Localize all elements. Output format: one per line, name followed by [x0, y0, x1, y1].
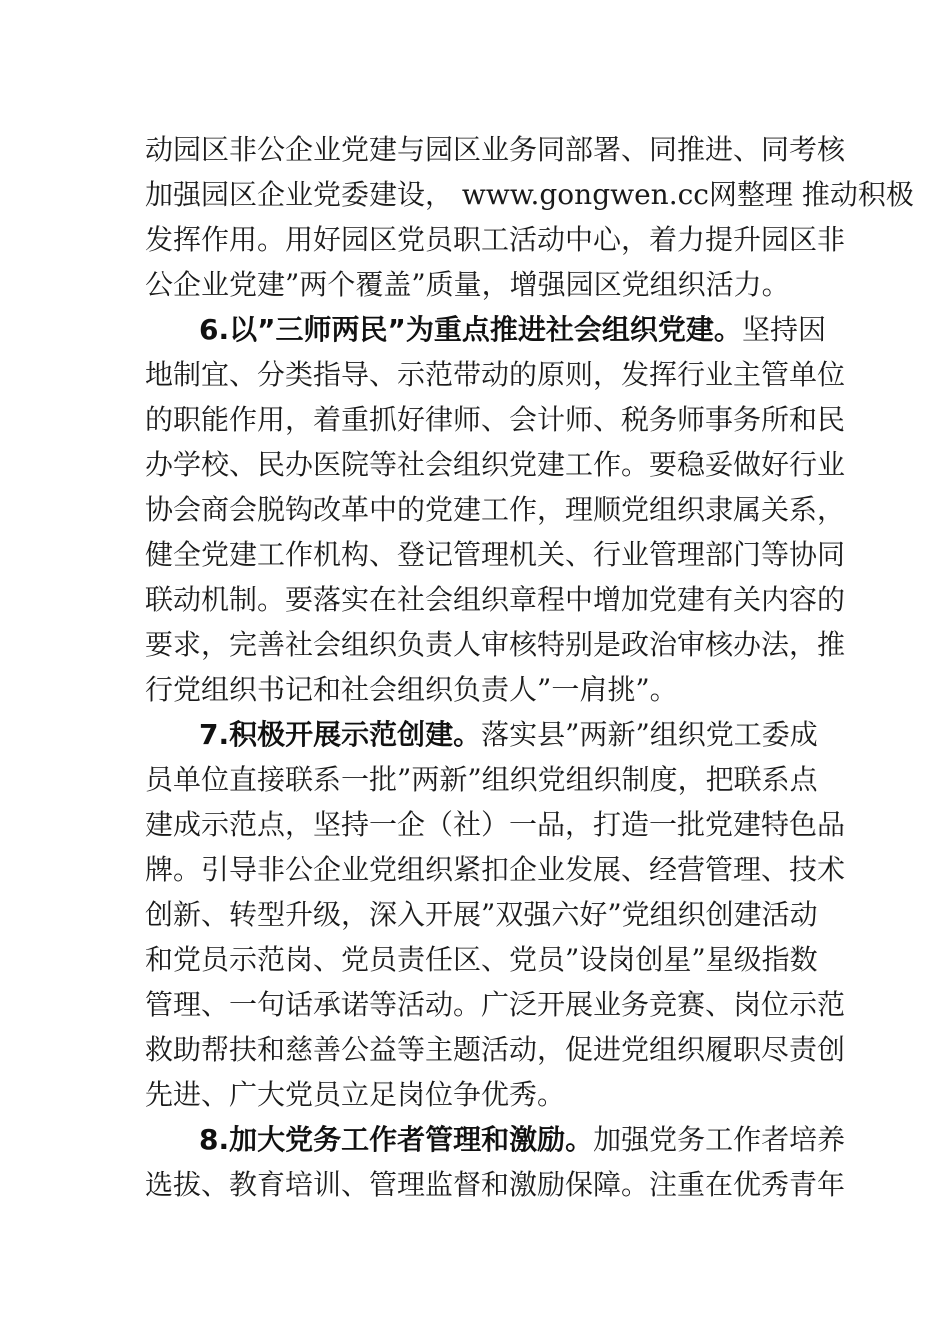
paragraph-2-line-4: 办学校、民办医院等社会组织党建工作。要稳妥做好行业	[145, 448, 846, 481]
paragraph-1-line-3: 发挥作用。用好园区党员职工活动中心，着力提升园区非	[145, 223, 846, 256]
paragraph-4-line-1	[199, 1117, 846, 1163]
section-6-heading: 6.以”三师两民”为重点推进社会组织党建。	[199, 313, 742, 346]
paragraph-2-line-6: 健全党建工作机构、登记管理机关、行业管理部门等协同	[145, 538, 846, 571]
paragraph-3-line-1	[199, 712, 818, 758]
paragraph-1-line-4: 公企业党建”两个覆盖”质量，增强园区党组织活力。	[145, 268, 790, 301]
paragraph-3-line-3: 建成示范点，坚持一企（社）一品，打造一批党建特色品	[145, 808, 846, 841]
paragraph-3-line-2: 员单位直接联系一批”两新”组织党组织制度，把联系点	[145, 763, 818, 796]
section-8-heading: 8.加大党务工作者管理和激励。	[199, 1123, 594, 1156]
paragraph-1-line-1: 动园区非公企业党建与园区业务同部署、同推进、同考核	[145, 133, 846, 166]
paragraph-3-line-5: 创新、转型升级，深入开展”双强六好”党组织创建活动	[145, 898, 818, 931]
paragraph-2-line-9: 行党组织书记和社会组织负责人”一肩挑”。	[145, 673, 678, 706]
paragraph-2-line-8: 要求，完善社会组织负责人审核特别是政治审核办法，推	[145, 628, 846, 661]
paragraph-3-line-1-text: 落实县”两新”组织党工委成	[481, 718, 818, 751]
paragraph-2-line-5: 协会商会脱钩改革中的党建工作，理顺党组织隶属关系，	[145, 493, 846, 526]
paragraph-3-line-8: 救助帮扶和慈善公益等主题活动，促进党组织履职尽责创	[145, 1033, 846, 1066]
paragraph-2-line-3: 的职能作用，着重抓好律师、会计师、税务师事务所和民	[145, 403, 846, 436]
paragraph-3-line-6: 和党员示范岗、党员责任区、党员”设岗创星”星级指数	[145, 943, 818, 976]
paragraph-3-line-4: 牌。引导非公企业党组织紧扣企业发展、经营管理、技术	[145, 853, 846, 886]
paragraph-2-line-1	[199, 307, 826, 353]
paragraph-4-line-2: 选拔、教育培训、管理监督和激励保障。注重在优秀青年	[145, 1168, 846, 1201]
paragraph-3-line-7: 管理、一句话承诺等活动。广泛开展业务竞赛、岗位示范	[145, 988, 846, 1021]
paragraph-3-line-9: 先进、广大党员立足岗位争优秀。	[145, 1078, 566, 1111]
section-7-heading: 7.积极开展示范创建。	[199, 718, 482, 751]
paragraph-2-line-1-text: 坚持因	[741, 313, 826, 346]
paragraph-1-line-2: 加强园区企业党委建设， www.gongwen.cc网整理 推动积极	[145, 178, 914, 211]
paragraph-2-line-7: 联动机制。要落实在社会组织章程中增加党建有关内容的	[145, 583, 846, 616]
paragraph-4-line-1-text: 加强党务工作者培养	[593, 1123, 846, 1156]
paragraph-2-line-2: 地制宜、分类指导、示范带动的原则，发挥行业主管单位	[145, 358, 846, 391]
